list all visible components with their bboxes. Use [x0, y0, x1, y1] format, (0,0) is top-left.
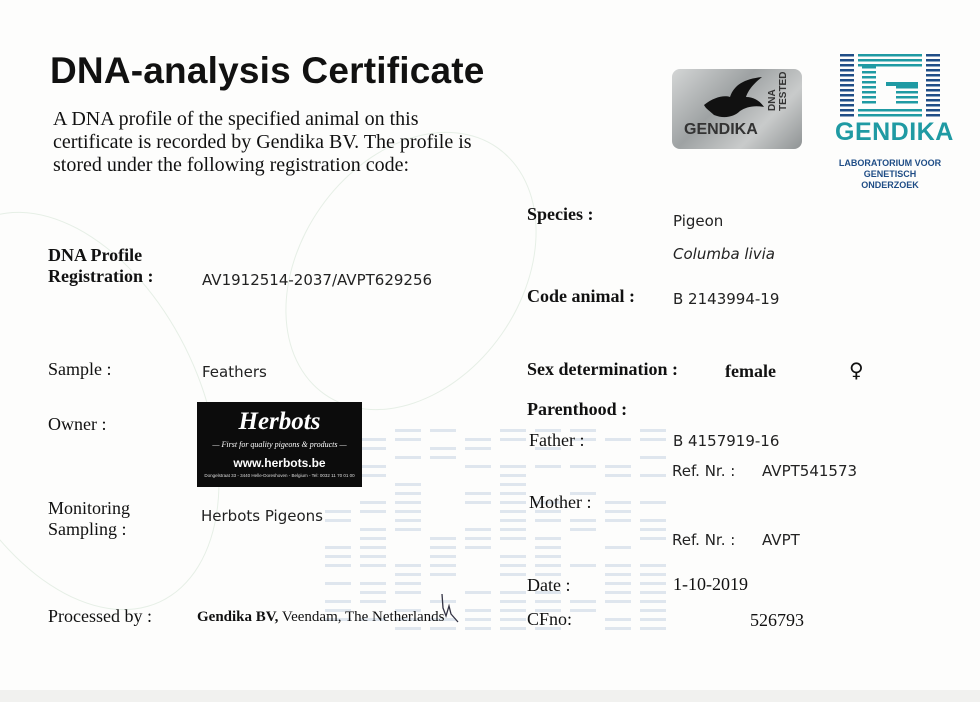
gendika-dna-g-icon — [836, 52, 944, 118]
dna-band — [605, 510, 631, 513]
dna-band — [535, 600, 561, 603]
dna-band — [500, 483, 526, 486]
logo-bar — [840, 84, 854, 87]
logo-bar — [840, 94, 854, 97]
parenthood-label: Parenthood : — [527, 399, 628, 419]
dna-band — [395, 483, 421, 486]
dna-band — [360, 564, 386, 567]
dna-band — [640, 501, 666, 504]
cfno-label: CFno: — [527, 609, 573, 629]
dna-band — [465, 438, 491, 441]
dna-band — [500, 573, 526, 576]
logo-bar — [840, 69, 854, 72]
logo-bar — [862, 86, 876, 89]
logo-bar — [926, 84, 940, 87]
dna-band — [430, 627, 456, 630]
dna-band — [430, 429, 456, 432]
dna-band — [535, 519, 561, 522]
logo-bar — [840, 104, 854, 107]
logo-bar — [862, 101, 876, 104]
mother-ref-value: AVPT — [762, 531, 800, 549]
logo-bar — [858, 109, 922, 112]
dna-band — [605, 438, 631, 441]
logo-bar — [926, 59, 940, 62]
logo-bar — [840, 89, 854, 92]
dna-band — [465, 546, 491, 549]
processed-by-value — [197, 609, 445, 626]
dna-band — [465, 591, 491, 594]
monitoring-value: Herbots Pigeons — [201, 507, 323, 525]
logo-bar — [858, 114, 922, 117]
logo-bar — [840, 74, 854, 77]
dna-band — [395, 492, 421, 495]
dna-band — [535, 537, 561, 540]
dna-band — [500, 528, 526, 531]
dna-band — [500, 510, 526, 513]
dna-band — [325, 510, 351, 513]
father-value: B 4157919-16 — [673, 432, 780, 450]
registration-label-line2: Registration : — [48, 266, 154, 286]
dna-band — [640, 627, 666, 630]
species-common-value: Pigeon — [673, 212, 724, 230]
dna-band — [605, 465, 631, 468]
page-bottom-edge — [0, 690, 980, 702]
dna-band — [640, 519, 666, 522]
logo-bar — [862, 71, 876, 74]
owner-label: Owner : — [48, 414, 107, 434]
monitoring-label-line1: Monitoring — [48, 498, 131, 518]
dna-band — [325, 582, 351, 585]
code-animal-value: B 2143994-19 — [673, 290, 780, 308]
logo-bar — [926, 99, 940, 102]
logo-bar — [926, 69, 940, 72]
dna-band — [605, 627, 631, 630]
logo-bar — [896, 86, 918, 89]
dna-band — [500, 492, 526, 495]
sex-determination-label: Sex determination : — [527, 359, 678, 379]
dna-band — [465, 537, 491, 540]
father-label: Father : — [529, 430, 585, 450]
logo-bar — [926, 74, 940, 77]
logo-bar — [858, 54, 922, 57]
dna-band — [325, 519, 351, 522]
intro-text: A DNA profile of the specified animal on this certificate is recorded by Gendika BV. The profile is stored under the following registration code: — [53, 108, 472, 176]
logo-bar — [926, 104, 940, 107]
dna-band — [360, 546, 386, 549]
dna-band — [640, 528, 666, 531]
dna-band — [570, 600, 596, 603]
dna-band — [395, 582, 421, 585]
father-ref-value: AVPT541573 — [762, 462, 858, 480]
dna-band — [430, 456, 456, 459]
dna-band — [430, 447, 456, 450]
dna-band — [500, 537, 526, 540]
dna-band — [640, 474, 666, 477]
dna-band — [640, 582, 666, 585]
logo-bar — [858, 59, 922, 62]
owner-logo — [197, 402, 362, 487]
dna-band — [360, 537, 386, 540]
dna-band — [395, 573, 421, 576]
dna-band — [465, 492, 491, 495]
logo-bar — [926, 54, 940, 57]
owner-logo-tagline: — First for quality pigeons & products — — [212, 440, 347, 449]
dna-band — [360, 447, 386, 450]
dna-band — [535, 555, 561, 558]
dna-band — [395, 501, 421, 504]
dna-band — [640, 618, 666, 621]
logo-bar — [926, 94, 940, 97]
dna-band — [500, 618, 526, 621]
logo-bar — [840, 114, 854, 117]
processed-company: Gendika BV, — [197, 609, 279, 625]
logo-bar — [862, 66, 876, 69]
dna-band — [640, 456, 666, 459]
female-symbol-icon: ♀ — [849, 358, 864, 382]
dna-band — [360, 465, 386, 468]
dna-band — [570, 519, 596, 522]
dna-band — [395, 519, 421, 522]
cfno-value: 526793 — [750, 610, 804, 630]
dna-tested-seal — [672, 69, 802, 149]
dna-band — [500, 609, 526, 612]
dna-band — [535, 465, 561, 468]
owner-logo-address: Dongelstraat 33 - 3440 Helle-Doreshoven - Belgium - Tel: 0032 11 70 01 00 — [204, 473, 355, 478]
logo-bar — [840, 109, 854, 112]
dna-band — [640, 609, 666, 612]
dna-band — [640, 429, 666, 432]
dna-band — [430, 537, 456, 540]
logo-bar — [896, 101, 918, 104]
dna-band — [500, 591, 526, 594]
dna-band — [500, 438, 526, 441]
mother-label: Mother : — [529, 492, 592, 512]
logo-name: GENDIKA — [835, 118, 954, 146]
dna-band — [465, 609, 491, 612]
father-ref-label: Ref. Nr. : — [672, 462, 736, 480]
logo-bar — [840, 64, 854, 67]
dna-band — [465, 501, 491, 504]
dna-band — [605, 600, 631, 603]
signature-mark — [438, 592, 462, 624]
dna-band — [360, 501, 386, 504]
species-label: Species : — [527, 204, 594, 224]
species-latin-value: Columba livia — [673, 245, 775, 263]
processed-by-label: Processed by : — [48, 606, 152, 626]
dna-band — [395, 528, 421, 531]
dna-band — [325, 555, 351, 558]
dna-band — [605, 573, 631, 576]
dna-band — [465, 465, 491, 468]
dna-band — [500, 600, 526, 603]
dna-band — [465, 618, 491, 621]
seal-side-text: DNA TESTED — [767, 71, 789, 111]
sample-label: Sample : — [48, 359, 112, 379]
logo-bar — [886, 82, 918, 86]
registration-label-line1: DNA Profile — [48, 245, 143, 265]
dna-band — [605, 591, 631, 594]
dna-band — [360, 600, 386, 603]
dna-band — [360, 591, 386, 594]
dna-band — [465, 447, 491, 450]
dna-band — [605, 546, 631, 549]
page-title: DNA-analysis Certificate — [50, 50, 485, 91]
code-animal-label: Code animal : — [527, 286, 635, 306]
dna-band — [605, 618, 631, 621]
logo-subtitle: LABORATORIUM VOOR GENETISCH ONDERZOEK — [838, 158, 942, 190]
dna-band — [500, 555, 526, 558]
logo-bar — [926, 114, 940, 117]
dna-band — [500, 627, 526, 630]
dna-band — [465, 627, 491, 630]
dna-band — [395, 627, 421, 630]
dna-band — [640, 537, 666, 540]
dna-band — [395, 429, 421, 432]
dna-band — [500, 519, 526, 522]
dna-band — [640, 438, 666, 441]
dna-band — [430, 573, 456, 576]
dna-band — [325, 564, 351, 567]
logo-bar — [896, 91, 918, 94]
seal-text: GENDIKA — [684, 121, 758, 138]
dna-band — [535, 564, 561, 567]
date-label: Date : — [527, 575, 571, 595]
dna-band — [395, 438, 421, 441]
dna-band — [570, 609, 596, 612]
sex-value: female — [725, 361, 776, 381]
dna-band — [605, 582, 631, 585]
dna-band — [465, 528, 491, 531]
dna-band — [640, 600, 666, 603]
dna-band — [395, 591, 421, 594]
dna-band — [360, 510, 386, 513]
dna-band — [360, 438, 386, 441]
dna-band — [360, 474, 386, 477]
dna-band-watermark — [325, 425, 680, 640]
logo-bar — [840, 59, 854, 62]
dna-band — [395, 510, 421, 513]
dna-band — [640, 573, 666, 576]
dna-band — [430, 564, 456, 567]
sample-value: Feathers — [202, 363, 267, 381]
dna-band — [430, 555, 456, 558]
date-value: 1-10-2019 — [673, 574, 748, 594]
logo-bar — [926, 109, 940, 112]
dna-band — [325, 600, 351, 603]
dna-band — [395, 456, 421, 459]
logo-bar — [862, 96, 876, 99]
dna-band — [500, 564, 526, 567]
monitoring-label-line2: Sampling : — [48, 519, 127, 539]
logo-bar — [926, 79, 940, 82]
logo-bar — [862, 91, 876, 94]
dna-band — [360, 582, 386, 585]
dna-band — [605, 474, 631, 477]
dna-band — [500, 474, 526, 477]
dna-band — [570, 528, 596, 531]
dna-band — [360, 555, 386, 558]
dna-band — [605, 501, 631, 504]
logo-bar — [840, 54, 854, 57]
dna-band — [325, 546, 351, 549]
dna-band — [500, 465, 526, 468]
dna-band — [640, 564, 666, 567]
dna-band — [395, 564, 421, 567]
dna-band — [605, 564, 631, 567]
dna-band — [430, 546, 456, 549]
logo-bar — [926, 64, 940, 67]
owner-logo-name: Herbots — [238, 408, 321, 435]
logo-bar — [896, 96, 918, 99]
dna-band — [605, 519, 631, 522]
dna-band — [535, 546, 561, 549]
pigeon-silhouette-icon — [700, 75, 770, 123]
owner-logo-url: www.herbots.be — [233, 456, 326, 470]
dna-band — [570, 465, 596, 468]
logo-bar — [862, 76, 876, 79]
logo-bar — [862, 81, 876, 84]
dna-band — [500, 501, 526, 504]
logo-bar — [926, 89, 940, 92]
dna-band — [360, 528, 386, 531]
processed-place: Veendam, The Netherlands — [281, 609, 445, 625]
dna-band — [640, 591, 666, 594]
registration-value: AV1912514-2037/AVPT629256 — [202, 271, 433, 289]
logo-bar — [840, 79, 854, 82]
mother-ref-label: Ref. Nr. : — [672, 531, 736, 549]
dna-band — [570, 564, 596, 567]
logo-bar — [840, 99, 854, 102]
dna-band — [500, 429, 526, 432]
